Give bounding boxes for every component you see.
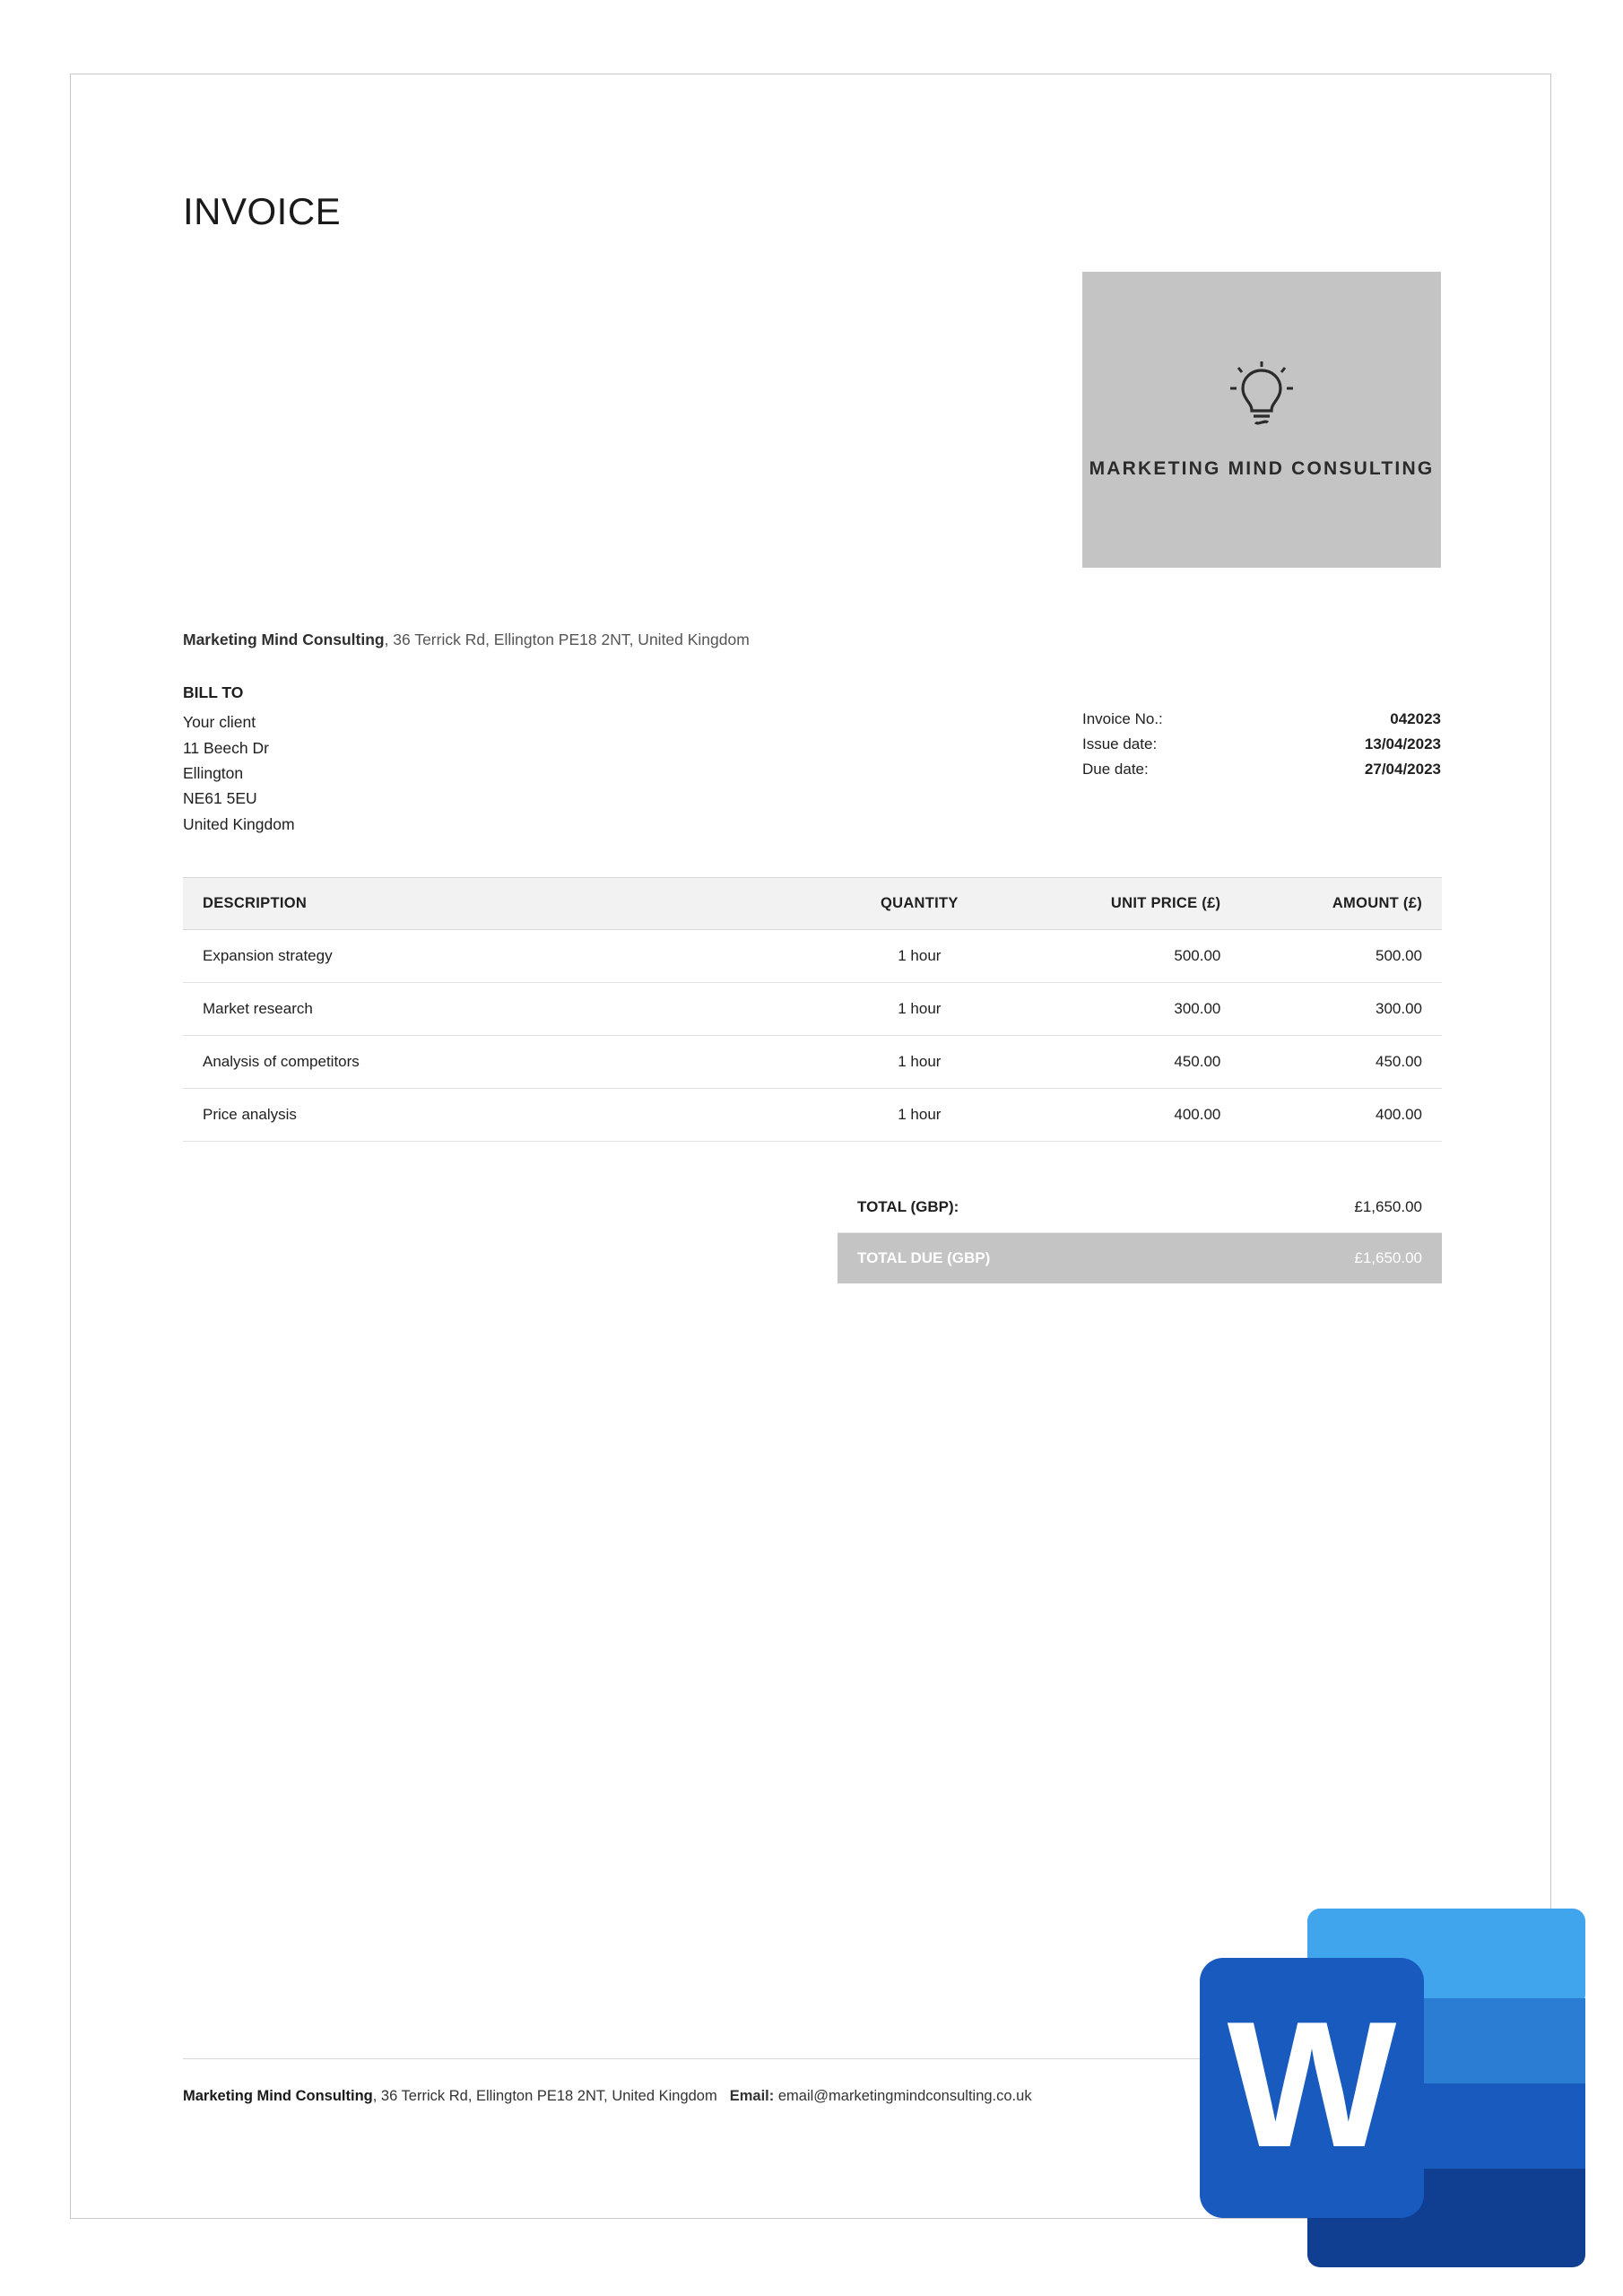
meta-label: Issue date: [1082, 735, 1158, 753]
document-page [70, 74, 1551, 2219]
meta-value: 27/04/2023 [1364, 761, 1441, 778]
table-row [183, 930, 1442, 983]
bill-to-line: United Kingdom [183, 814, 295, 833]
bill-to-block [183, 680, 295, 837]
table-row [183, 1089, 1442, 1142]
page-title: INVOICE [183, 190, 342, 232]
meta-row [1082, 732, 1441, 757]
cell-description: Price analysis [183, 1089, 812, 1142]
meta-value: 042023 [1390, 710, 1441, 727]
footer-email: email@marketingmindconsulting.co.uk [777, 2088, 1032, 2104]
cell-amount: 450.00 [1240, 1036, 1442, 1089]
sender-address: , 36 Terrick Rd, Ellington PE18 2NT, United Kingdom [384, 631, 750, 648]
cell-amount: 500.00 [1240, 930, 1442, 983]
sender-address-line [183, 631, 750, 649]
totals-block [838, 1182, 1442, 1283]
lightbulb-icon [1227, 360, 1297, 435]
bill-to-line: NE61 5EU [183, 789, 257, 808]
microsoft-word-icon[interactable] [1200, 1909, 1585, 2267]
cell-quantity: 1 hour [812, 1036, 1027, 1089]
table-header-row [183, 878, 1442, 930]
document-header [183, 191, 1438, 232]
cell-description: Expansion strategy [183, 930, 812, 983]
cell-amount: 300.00 [1240, 983, 1442, 1036]
cell-description: Market research [183, 983, 812, 1036]
table-row [183, 983, 1442, 1036]
total-due-label: TOTAL DUE (GBP) [857, 1249, 991, 1266]
cell-quantity: 1 hour [812, 930, 1027, 983]
footer-company-name: Marketing Mind Consulting [183, 2088, 373, 2104]
word-icon-letter: W [1227, 1985, 1397, 2185]
bill-to-label: BILL TO [183, 683, 244, 701]
total-due-value: £1,650.00 [1354, 1249, 1422, 1266]
cell-unit-price: 500.00 [1027, 930, 1241, 983]
column-header-amount: AMOUNT (£) [1240, 878, 1442, 930]
meta-label: Due date: [1082, 761, 1149, 778]
meta-value: 13/04/2023 [1364, 735, 1441, 753]
total-row [838, 1182, 1442, 1233]
footer-email-label: Email: [729, 2088, 775, 2104]
cell-amount: 400.00 [1240, 1089, 1442, 1142]
cell-quantity: 1 hour [812, 1089, 1027, 1142]
meta-row [1082, 707, 1441, 732]
bill-to-line: Ellington [183, 764, 244, 783]
total-due-row [838, 1233, 1442, 1283]
column-header-unit-price: UNIT PRICE (£) [1027, 878, 1241, 930]
total-value: £1,650.00 [1354, 1198, 1422, 1215]
cell-unit-price: 300.00 [1027, 983, 1241, 1036]
bill-to-line: Your client [183, 713, 256, 732]
company-logo [1082, 272, 1441, 568]
meta-row [1082, 757, 1441, 782]
sender-company-name: Marketing Mind Consulting [183, 631, 385, 648]
column-header-quantity: QUANTITY [812, 878, 1027, 930]
line-items-table [183, 877, 1442, 1142]
cell-unit-price: 400.00 [1027, 1089, 1241, 1142]
table-row [183, 1036, 1442, 1089]
footer-address: , 36 Terrick Rd, Ellington PE18 2NT, United Kingdom [372, 2088, 717, 2104]
cell-unit-price: 450.00 [1027, 1036, 1241, 1089]
bill-to-line: 11 Beech Dr [183, 738, 269, 757]
logo-company-name: MARKETING MIND CONSULTING [1089, 458, 1435, 479]
meta-label: Invoice No.: [1082, 710, 1163, 727]
invoice-meta-block [1082, 707, 1441, 782]
cell-description: Analysis of competitors [183, 1036, 812, 1089]
column-header-description: DESCRIPTION [183, 878, 812, 930]
cell-quantity: 1 hour [812, 983, 1027, 1036]
total-label: TOTAL (GBP): [857, 1198, 959, 1215]
